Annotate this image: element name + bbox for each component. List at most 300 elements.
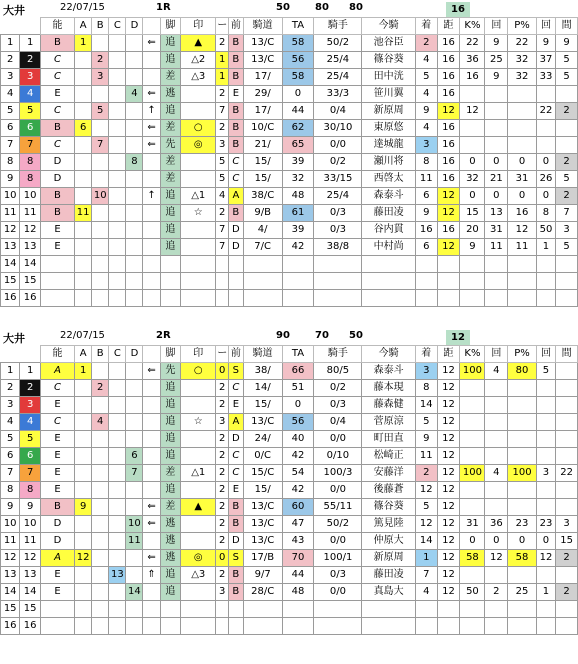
table-row[interactable]	[1, 171, 578, 188]
course-record: 38/	[243, 363, 282, 380]
trend-arrow: ↑	[143, 188, 160, 205]
rank-d-cell	[126, 363, 143, 380]
k-count	[485, 120, 508, 137]
rank-b-cell	[92, 397, 109, 414]
jockey-name: 瀬川将	[362, 154, 416, 171]
course-record: 13/C	[243, 516, 282, 533]
trend-arrow	[143, 618, 160, 635]
p-count: 5	[536, 363, 555, 380]
ta-score: 48	[282, 188, 314, 205]
gate-number: 8	[20, 154, 41, 171]
course-record: 24/	[243, 431, 282, 448]
p-percent: 0	[508, 154, 537, 171]
trend-arrow	[143, 52, 160, 69]
rank-c-cell	[109, 69, 126, 86]
header-cell: 回	[536, 18, 555, 35]
k-percent	[460, 499, 485, 516]
ta-score: 44	[282, 103, 314, 120]
trend-arrow	[143, 290, 160, 307]
jockey-name: 新原周	[362, 103, 416, 120]
table-row[interactable]	[1, 533, 578, 550]
finish-position: 9	[415, 205, 437, 222]
position-score	[216, 290, 229, 307]
rank-d-cell	[126, 239, 143, 256]
header-cell: P%	[508, 346, 537, 363]
p-percent: 25	[508, 584, 537, 601]
running-style: 差	[160, 499, 181, 516]
table-row[interactable]	[1, 550, 578, 567]
p-count	[536, 290, 555, 307]
rank-a-cell	[75, 256, 92, 273]
prediction-mark	[181, 103, 216, 120]
jockey-rate: 100/1	[314, 550, 362, 567]
header-cell: A	[75, 346, 92, 363]
position-score: 2	[216, 397, 229, 414]
rank-c-cell	[109, 52, 126, 69]
table-row[interactable]	[1, 69, 578, 86]
p-count: 0	[536, 188, 555, 205]
position-score	[216, 256, 229, 273]
course-record: 9/7	[243, 567, 282, 584]
table-row[interactable]	[1, 154, 578, 171]
table-row[interactable]	[1, 567, 578, 584]
p-percent: 11	[508, 239, 537, 256]
prediction-mark: ◎	[181, 137, 216, 154]
gate-number: 5	[20, 431, 41, 448]
rank-c-cell	[109, 550, 126, 567]
k-percent	[460, 273, 485, 290]
interval	[556, 448, 578, 465]
interval	[556, 86, 578, 103]
ability-rank: B	[40, 35, 74, 52]
k-percent: 22	[460, 35, 485, 52]
header-row	[1, 346, 578, 363]
distance: 12	[437, 239, 460, 256]
k-count: 0	[485, 154, 508, 171]
running-style: 差	[160, 120, 181, 137]
k-percent: 0	[460, 533, 485, 550]
rank-d-cell	[126, 499, 143, 516]
interval	[556, 273, 578, 290]
running-style	[160, 618, 181, 635]
front-rank: E	[228, 86, 243, 103]
position-score: 2	[216, 499, 229, 516]
p-count: 26	[536, 171, 555, 188]
table-row[interactable]	[1, 86, 578, 103]
distance: 12	[437, 188, 460, 205]
k-count: 4	[485, 465, 508, 482]
interval: 2	[556, 550, 578, 567]
interval	[556, 601, 578, 618]
front-rank: S	[228, 550, 243, 567]
prediction-mark	[181, 431, 216, 448]
ability-rank: C	[40, 103, 74, 120]
header-cell: 前	[228, 346, 243, 363]
horse-number: 2	[1, 380, 20, 397]
k-count: 21	[485, 171, 508, 188]
header-cell: K%	[460, 346, 485, 363]
p-percent: 58	[508, 550, 537, 567]
p-percent: 32	[508, 52, 537, 69]
gate-number: 16	[20, 290, 41, 307]
running-style: 差	[160, 154, 181, 171]
distance: 12	[437, 516, 460, 533]
rank-b-cell	[92, 35, 109, 52]
table-row[interactable]	[1, 222, 578, 239]
rank-a-cell	[75, 448, 92, 465]
k-count: 2	[485, 584, 508, 601]
horse-number: 16	[1, 618, 20, 635]
horse-number: 1	[1, 363, 20, 380]
front-rank: E	[228, 397, 243, 414]
rank-a-cell	[75, 601, 92, 618]
course-record: 13/C	[243, 533, 282, 550]
interval	[556, 397, 578, 414]
trend-arrow	[143, 533, 160, 550]
rank-c-cell	[109, 137, 126, 154]
table-row[interactable]	[1, 618, 578, 635]
ability-rank: B	[40, 205, 74, 222]
jockey-rate: 25/4	[314, 69, 362, 86]
prediction-mark: ◎	[181, 550, 216, 567]
course-record: 7/C	[243, 239, 282, 256]
table-row[interactable]	[1, 35, 578, 52]
ta-threshold-1: 50	[276, 2, 290, 13]
ta-score: 61	[282, 205, 314, 222]
finish-position: 9	[415, 431, 437, 448]
rank-a-cell	[75, 516, 92, 533]
horse-number: 3	[1, 397, 20, 414]
ability-rank	[40, 290, 74, 307]
table-row[interactable]	[1, 137, 578, 154]
p-percent	[508, 482, 537, 499]
running-style: 追	[160, 52, 181, 69]
rank-d-cell	[126, 380, 143, 397]
distance: 12	[437, 431, 460, 448]
position-score: 1	[216, 52, 229, 69]
prediction-mark	[181, 222, 216, 239]
rank-b-cell	[92, 465, 109, 482]
k-count	[485, 86, 508, 103]
jockey-rate: 33/15	[314, 171, 362, 188]
ability-rank: D	[40, 533, 74, 550]
horse-number: 6	[1, 448, 20, 465]
front-rank	[228, 601, 243, 618]
table-row[interactable]	[1, 601, 578, 618]
ta-score: 44	[282, 567, 314, 584]
table-row[interactable]	[1, 516, 578, 533]
course-record: 15/	[243, 482, 282, 499]
rank-a-cell	[75, 618, 92, 635]
header-cell: C	[109, 346, 126, 363]
header-cell: C	[109, 18, 126, 35]
ability-rank: E	[40, 222, 74, 239]
prediction-mark: △3	[181, 69, 216, 86]
ta-score: 48	[282, 584, 314, 601]
trend-arrow: ⇐	[143, 550, 160, 567]
gate-number: 4	[20, 86, 41, 103]
table-row[interactable]	[1, 239, 578, 256]
rank-a-cell: 1	[75, 35, 92, 52]
table-row[interactable]	[1, 397, 578, 414]
trend-arrow	[143, 205, 160, 222]
jockey-rate	[314, 601, 362, 618]
interval	[556, 363, 578, 380]
distance: 12	[437, 397, 460, 414]
position-score: 0	[216, 550, 229, 567]
rank-c-cell	[109, 154, 126, 171]
table-row[interactable]	[1, 103, 578, 120]
table-row[interactable]	[1, 52, 578, 69]
distance: 16	[437, 154, 460, 171]
p-percent: 22	[508, 35, 537, 52]
horse-number: 7	[1, 137, 20, 154]
rank-b-cell	[92, 448, 109, 465]
ta-score	[282, 601, 314, 618]
horse-number: 11	[1, 205, 20, 222]
front-rank: C	[228, 380, 243, 397]
rank-d-cell	[126, 431, 143, 448]
k-count	[485, 397, 508, 414]
rank-c-cell	[109, 205, 126, 222]
finish-position	[415, 290, 437, 307]
k-percent: 0	[460, 188, 485, 205]
rank-d-cell	[126, 397, 143, 414]
rank-d-cell	[126, 205, 143, 222]
ta-score: 43	[282, 533, 314, 550]
rank-c-cell	[109, 397, 126, 414]
running-style: 追	[160, 205, 181, 222]
k-count	[485, 380, 508, 397]
table-row[interactable]	[1, 363, 578, 380]
p-count: 33	[536, 69, 555, 86]
horse-number: 7	[1, 465, 20, 482]
position-score: 2	[216, 35, 229, 52]
rank-d-cell	[126, 290, 143, 307]
rank-b-cell	[92, 618, 109, 635]
jockey-rate: 0/0	[314, 431, 362, 448]
horse-number: 16	[1, 290, 20, 307]
jockey-name	[362, 273, 416, 290]
k-count	[485, 273, 508, 290]
trend-arrow	[143, 601, 160, 618]
ta-threshold-3: 50	[349, 330, 363, 341]
rank-c-cell	[109, 363, 126, 380]
table-row[interactable]	[1, 431, 578, 448]
running-style: 逃	[160, 86, 181, 103]
position-score: 3	[216, 584, 229, 601]
k-percent: 50	[460, 584, 485, 601]
finish-position: 14	[415, 533, 437, 550]
gate-number: 11	[20, 205, 41, 222]
course-record: 28/C	[243, 584, 282, 601]
header-cell: TA	[282, 346, 314, 363]
rank-b-cell	[92, 550, 109, 567]
rank-b-cell	[92, 499, 109, 516]
prediction-mark	[181, 397, 216, 414]
table-row[interactable]	[1, 188, 578, 205]
rank-d-cell	[126, 273, 143, 290]
horse-number: 4	[1, 86, 20, 103]
rank-d-cell: 6	[126, 448, 143, 465]
finish-position: 1	[415, 550, 437, 567]
position-score: 5	[216, 171, 229, 188]
p-percent: 32	[508, 69, 537, 86]
header-cell: D	[126, 18, 143, 35]
k-percent	[460, 120, 485, 137]
k-count: 36	[485, 516, 508, 533]
horse-number: 3	[1, 69, 20, 86]
rank-a-cell	[75, 380, 92, 397]
rank-b-cell	[92, 482, 109, 499]
rank-b-cell: 2	[92, 52, 109, 69]
header-cell: 距	[437, 346, 460, 363]
interval: 2	[556, 103, 578, 120]
header-cell: TA	[282, 18, 314, 35]
jockey-rate: 0/3	[314, 205, 362, 222]
table-row[interactable]	[1, 120, 578, 137]
ability-rank: C	[40, 52, 74, 69]
horse-number: 13	[1, 239, 20, 256]
jockey-rate	[314, 618, 362, 635]
table-row[interactable]	[1, 380, 578, 397]
prediction-mark: ○	[181, 363, 216, 380]
prediction-mark	[181, 154, 216, 171]
prediction-mark	[181, 601, 216, 618]
trend-arrow	[143, 465, 160, 482]
table-row[interactable]	[1, 290, 578, 307]
rank-d-cell	[126, 550, 143, 567]
prediction-mark	[181, 448, 216, 465]
running-style: 追	[160, 448, 181, 465]
jockey-name: 藤森健	[362, 397, 416, 414]
ability-rank	[40, 273, 74, 290]
interval	[556, 567, 578, 584]
p-percent: 0	[508, 188, 537, 205]
table-row[interactable]	[1, 448, 578, 465]
jockey-name	[362, 618, 416, 635]
rank-d-cell	[126, 256, 143, 273]
table-row[interactable]	[1, 465, 578, 482]
rank-d-cell: 14	[126, 584, 143, 601]
ta-score: 42	[282, 239, 314, 256]
k-percent: 16	[460, 69, 485, 86]
k-percent	[460, 380, 485, 397]
header-row	[1, 18, 578, 35]
front-rank: B	[228, 567, 243, 584]
distance: 16	[437, 222, 460, 239]
horse-number: 2	[1, 52, 20, 69]
rank-c-cell	[109, 533, 126, 550]
front-rank	[228, 256, 243, 273]
header-cell: 能	[40, 346, 74, 363]
finish-position: 4	[415, 120, 437, 137]
gate-number: 2	[20, 380, 41, 397]
finish-position: 7	[415, 567, 437, 584]
venue-label: 大井	[3, 4, 25, 17]
table-row[interactable]	[1, 205, 578, 222]
ability-rank: C	[40, 380, 74, 397]
header-cell	[20, 346, 41, 363]
position-score: 2	[216, 380, 229, 397]
gate-number: 9	[20, 499, 41, 516]
p-percent	[508, 601, 537, 618]
header-cell: 能	[40, 18, 74, 35]
distance: 16	[437, 35, 460, 52]
running-style: 追	[160, 188, 181, 205]
rank-a-cell	[75, 69, 92, 86]
course-record: 17/	[243, 69, 282, 86]
interval	[556, 380, 578, 397]
table-row[interactable]	[1, 414, 578, 431]
ta-score: 56	[282, 414, 314, 431]
prediction-mark: ☆	[181, 414, 216, 431]
k-percent: 20	[460, 222, 485, 239]
ta-score	[282, 290, 314, 307]
header-cell: A	[75, 18, 92, 35]
course-record: 21/	[243, 137, 282, 154]
table-row[interactable]	[1, 584, 578, 601]
front-rank: S	[228, 363, 243, 380]
table-row[interactable]	[1, 482, 578, 499]
ta-score: 58	[282, 69, 314, 86]
k-percent	[460, 431, 485, 448]
ta-score: 42	[282, 482, 314, 499]
jockey-rate: 25/4	[314, 52, 362, 69]
horse-number: 10	[1, 516, 20, 533]
k-count	[485, 290, 508, 307]
table-row[interactable]	[1, 256, 578, 273]
header-cell: 今騎	[362, 346, 416, 363]
header-cell	[143, 18, 160, 35]
jockey-name: 篠谷葵	[362, 52, 416, 69]
jockey-rate: 0/2	[314, 380, 362, 397]
rank-c-cell	[109, 35, 126, 52]
rank-a-cell	[75, 431, 92, 448]
front-rank: C	[228, 448, 243, 465]
k-count	[485, 256, 508, 273]
table-row[interactable]	[1, 499, 578, 516]
course-record	[243, 273, 282, 290]
ta-score: 56	[282, 52, 314, 69]
finish-position: 5	[415, 499, 437, 516]
interval	[556, 618, 578, 635]
ability-rank: E	[40, 397, 74, 414]
position-score: 2	[216, 86, 229, 103]
jockey-rate: 38/8	[314, 239, 362, 256]
jockey-name: 森泰斗	[362, 188, 416, 205]
rank-b-cell	[92, 567, 109, 584]
prediction-mark: △2	[181, 52, 216, 69]
prediction-mark	[181, 482, 216, 499]
prediction-mark	[181, 290, 216, 307]
k-count: 31	[485, 222, 508, 239]
distance: 12	[437, 380, 460, 397]
horse-number: 5	[1, 103, 20, 120]
race-header	[0, 328, 578, 345]
jockey-name: 篠谷葵	[362, 499, 416, 516]
jockey-name: 中村尚	[362, 239, 416, 256]
p-percent	[508, 431, 537, 448]
position-score: 2	[216, 431, 229, 448]
jockey-name: 菅原涼	[362, 414, 416, 431]
ta-score: 60	[282, 499, 314, 516]
table-row[interactable]	[1, 273, 578, 290]
rank-a-cell	[75, 137, 92, 154]
running-style	[160, 290, 181, 307]
jockey-name: 笹川翼	[362, 86, 416, 103]
p-count	[536, 448, 555, 465]
